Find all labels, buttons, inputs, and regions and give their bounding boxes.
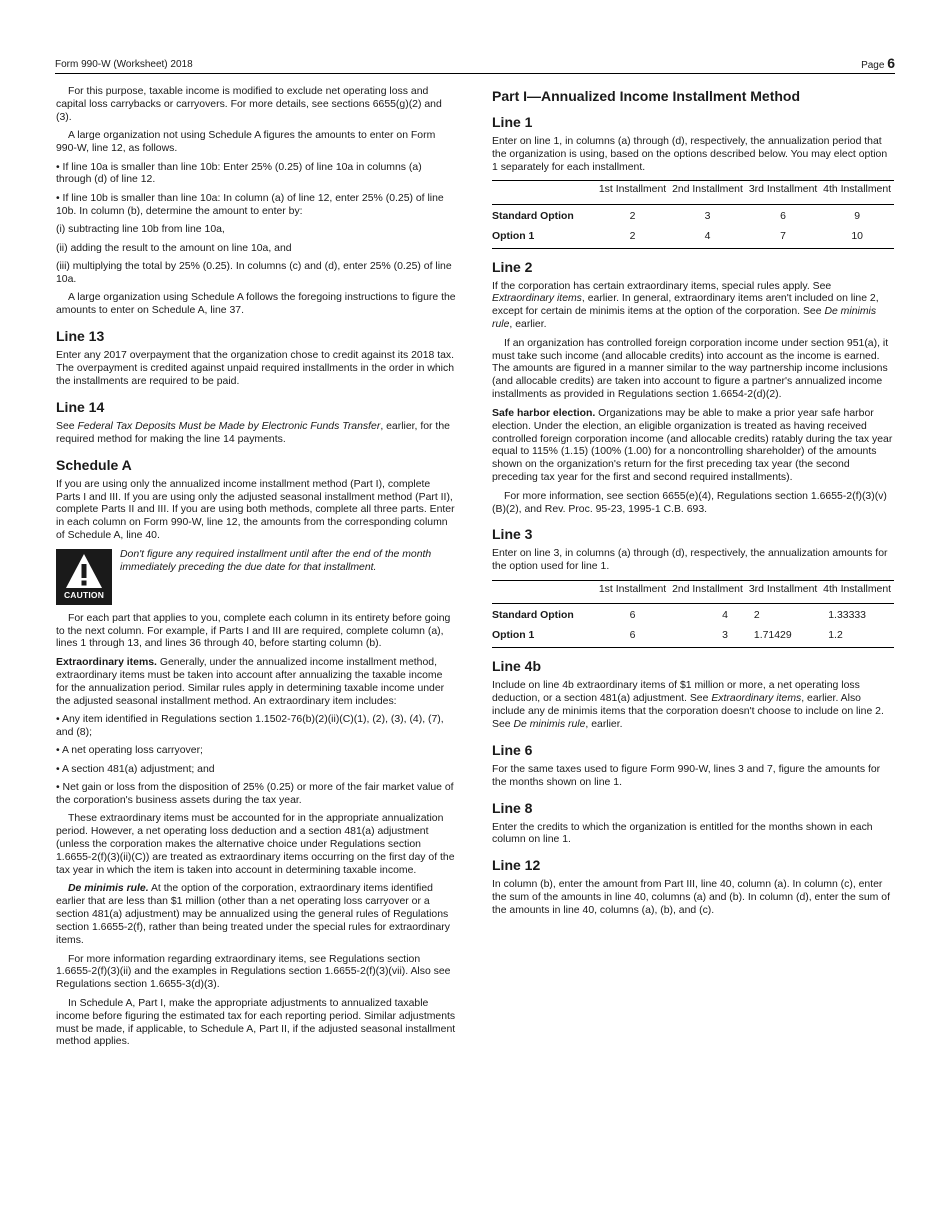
paragraph: For more information, see section 6655(e)(4), Regulations section 1.6655-2(f)(3)(v)(B)(2), and Rev. Proc. 95-23, 1995-1 C.B. 693. (492, 490, 887, 515)
heading-line-14: Line 14 (56, 398, 105, 415)
bullet-item: • A section 481(a) adjustment; and (56, 763, 215, 775)
annualization-period-table (492, 180, 894, 248)
paragraph: For more information regarding extraordinary items, see Regulations section 1.6655-2(f)(3)(ii) and the examples in Regulations section 1.6655-2(f)(3)(vii). Also see Regulations section 1.6655-3(d)(3). (56, 953, 451, 991)
caution-text: Don't figure any required installment until after the end of the month immediately preceding the due date for that installment. (120, 548, 432, 573)
paragraph: Include on line 4b extraordinary items of $1 million or more, a net operating loss deduction, or a section 481(a) adjustment. See Extraordinary items, earlier. Also include any de minimis items that the corporation doesn't choose to include on line 2. See De minimis rule, earlier. (492, 680, 884, 730)
heading-schedule-a: Schedule A (56, 456, 132, 473)
bullet-item: • If line 10b is smaller than line 10a: In column (a) of line 12, enter 25% (0.25) of line 10b. In column (b), determine the amount to enter by: (56, 192, 444, 217)
form-title: Form 990-W (Worksheet) 2018 (55, 59, 193, 70)
paragraph: If an organization has controlled foreign corporation income under section 951(a), it must take such income (and allocable credits) into account as the income is earned. The amounts are figured in a manner similar to the way partnership income inclusions (and allocable credits) are taken into account to figure a partner's annualized income installments as provided in Regulations section 1.6654-2(d)(2). (492, 337, 889, 401)
sub-item: (i) subtracting line 10b from line 10a, (56, 224, 225, 236)
paragraph: Enter on line 1, in columns (a) through (d), respectively, the annualization period that the organization is using, based on the options described below. You may elect option 1 separately for each installment. (492, 136, 888, 173)
table-row: Standard Option 6 4 2 1.33333 (492, 610, 866, 622)
caution-label: CAUTION (63, 589, 105, 600)
heading-line-13: Line 13 (56, 328, 105, 345)
paragraph: In Schedule A, Part I, make the appropriate adjustments to annualized taxable income before figuring the estimated tax for each reporting period. Similar adjustments must be made, if applicable, to Schedule A, Part II, if the adjusted seasonal installment method applies. (56, 997, 456, 1048)
heading-line-3: Line 3 (492, 526, 533, 543)
paragraph: A large organization using Schedule A follows the foregoing instructions to figure the amounts to enter on Schedule A, line 37. (56, 292, 456, 317)
annualization-amounts-table (492, 580, 894, 648)
bullet-item: • A net operating loss carryover; (56, 745, 203, 757)
paragraph: Extraordinary items. Generally, under the annualized income installment method, extraordinary items must be taken into account after annualizing the taxable income for the annualization period. Similar rules apply in determining taxable income under the adjusted seasonal installment method. An extraordinary item includes: (56, 656, 445, 707)
paragraph: In column (b), enter the amount from Part III, line 40, column (a). In column (c), enter the sum of the amounts in line 40, columns (a) and (b). In column (d), enter the sum of the amounts in line 40, columns (a), (b), and (c). (492, 879, 890, 917)
paragraph: Enter on line 3, in columns (a) through (d), respectively, the annualization amounts for the option used for line 1. (492, 548, 888, 573)
paragraph: These extraordinary items must be accounted for in the appropriate annualization period. However, a net operating loss deduction and a section 481(a) adjustment (unless the corporation makes the alternative choice under Regulations section 1.6655-2(f)(3)(ii)(C)) are treated as extraordinary items occurring on the first day of the tax year in which the item is taken into account in determining taxable income. (56, 813, 455, 877)
paragraph: A large organization not using Schedule A figures the amounts to enter on Form 990-W, line 12, as follows. (56, 130, 436, 155)
paragraph: If you are using only the annualized income installment method (Part I), complete Parts I and III. If you are using only the adjusted seasonal installment method (Part II), complete Parts II and III. If you are using both methods, complete all three parts. Enter in each column on Form 990-W, line 12, the amounts from the corresponding column of Schedule A, line 40. (56, 478, 455, 542)
heading-line-8: Line 8 (492, 799, 533, 816)
caution-icon (56, 549, 112, 605)
heading-part-1: Part I—Annualized Income Installment Method (492, 88, 801, 104)
paragraph: Enter any 2017 overpayment that the organization chose to credit against its 2018 tax. The overpayment is credited against unpaid required installments in the order in which the installments are required to be paid. (56, 350, 455, 387)
paragraph: De minimis rule. At the option of the corporation, extraordinary items identified earlier that are less than $1 million (other than a net operating loss carryover or a section 481(a) adjustment) may be annualized using the general rules of Regulations section 1.6655-2(f), rather than being treated under the special rules for extraordinary items. (56, 883, 450, 947)
caution-block (56, 549, 456, 605)
bullet-item: • If line 10a is smaller than line 10b: Enter 25% (0.25) of line 10a in columns (a) through (d) of line 12. (56, 161, 422, 186)
paragraph: Enter the credits to which the organization is entitled for the months shown in each column on line 1. (492, 821, 873, 846)
column-header: 4th Installment (820, 580, 894, 604)
heading-line-1: Line 1 (492, 114, 533, 130)
left-column (56, 86, 456, 1055)
table-row: Option 1 6 3 1.71429 1.2 (492, 627, 894, 647)
paragraph: For each part that applies to you, complete each column in its entirety before going to the next column. For example, if Parts I and III are required, complete column (a), lines 1 through 13, and lines 36 through 40, before starting column (b). (56, 612, 451, 650)
column-header: 3rd Installment (746, 580, 820, 604)
bullet-item: • Net gain or loss from the disposition of 25% (0.25) or more of the fair market value of the corporation's business assets during the tax year. (56, 782, 454, 807)
column-header: 2nd Installment (669, 181, 746, 205)
page-header (55, 55, 895, 74)
column-header: 2nd Installment (669, 580, 746, 604)
paragraph: For this purpose, taxable income is modified to exclude net operating loss and capital loss carrybacks or carryovers. For more details, see sections 6655(g)(2) and (3). (56, 86, 442, 123)
warning-triangle-icon (65, 553, 103, 589)
heading-line-2: Line 2 (492, 258, 533, 275)
reference-link: Federal Tax Deposits Must be Made by Electronic Funds Transfer (77, 420, 381, 432)
column-header: 1st Installment (596, 580, 669, 604)
paragraph: For the same taxes used to figure Form 990-W, lines 3 and 7, figure the amounts for the months shown on line 1. (492, 763, 881, 788)
sub-item: (ii) adding the result to the amount on line 10a, and (56, 242, 292, 254)
heading-line-6: Line 6 (492, 741, 533, 758)
right-column (492, 86, 894, 924)
table-row: Option 1 2 4 7 10 (492, 228, 894, 248)
bullet-item: • Any item identified in Regulations section 1.1502-76(b)(2)(ii)(C)(1), (2), (3), (4), (7), and (8); (56, 714, 444, 738)
heading-line-12: Line 12 (492, 857, 541, 874)
paragraph: See Federal Tax Deposits Must be Made by Electronic Funds Transfer, earlier, for the required method for making the line 14 payments. (56, 420, 450, 445)
paragraph: If the corporation has certain extraordinary items, special rules apply. See Extraordinary items, earlier. In general, extraordinary items aren't included on line 2, except for certain de minimis items at the option of the corporation. See De minimis rule, earlier. (492, 280, 879, 331)
table-row: Standard Option 2 3 6 9 (492, 210, 861, 222)
page-number: Page 6 (861, 55, 895, 71)
column-header: 3rd Installment (746, 181, 820, 205)
paragraph: Safe harbor election. Organizations may be able to make a prior year safe harbor election. Under the election, an eligible organization is treated as having received controlled foreign corporation income (and allocable credits) ratably during the tax year equal to 115% (1.15) (100% (1.00) for a noncontrolling shareholder) of the amounts shown on the organization's return for the first preceding tax year (the second preceding tax year for the first and second required installments). (492, 407, 893, 484)
column-header: 1st Installment (596, 181, 669, 205)
sub-item: (iii) multiplying the total by 25% (0.25). In columns (c) and (d), enter 25% (0.25) of line 10a. (56, 260, 452, 285)
heading-line-4b: Line 4b (492, 658, 542, 675)
column-header: 4th Installment (820, 181, 894, 205)
